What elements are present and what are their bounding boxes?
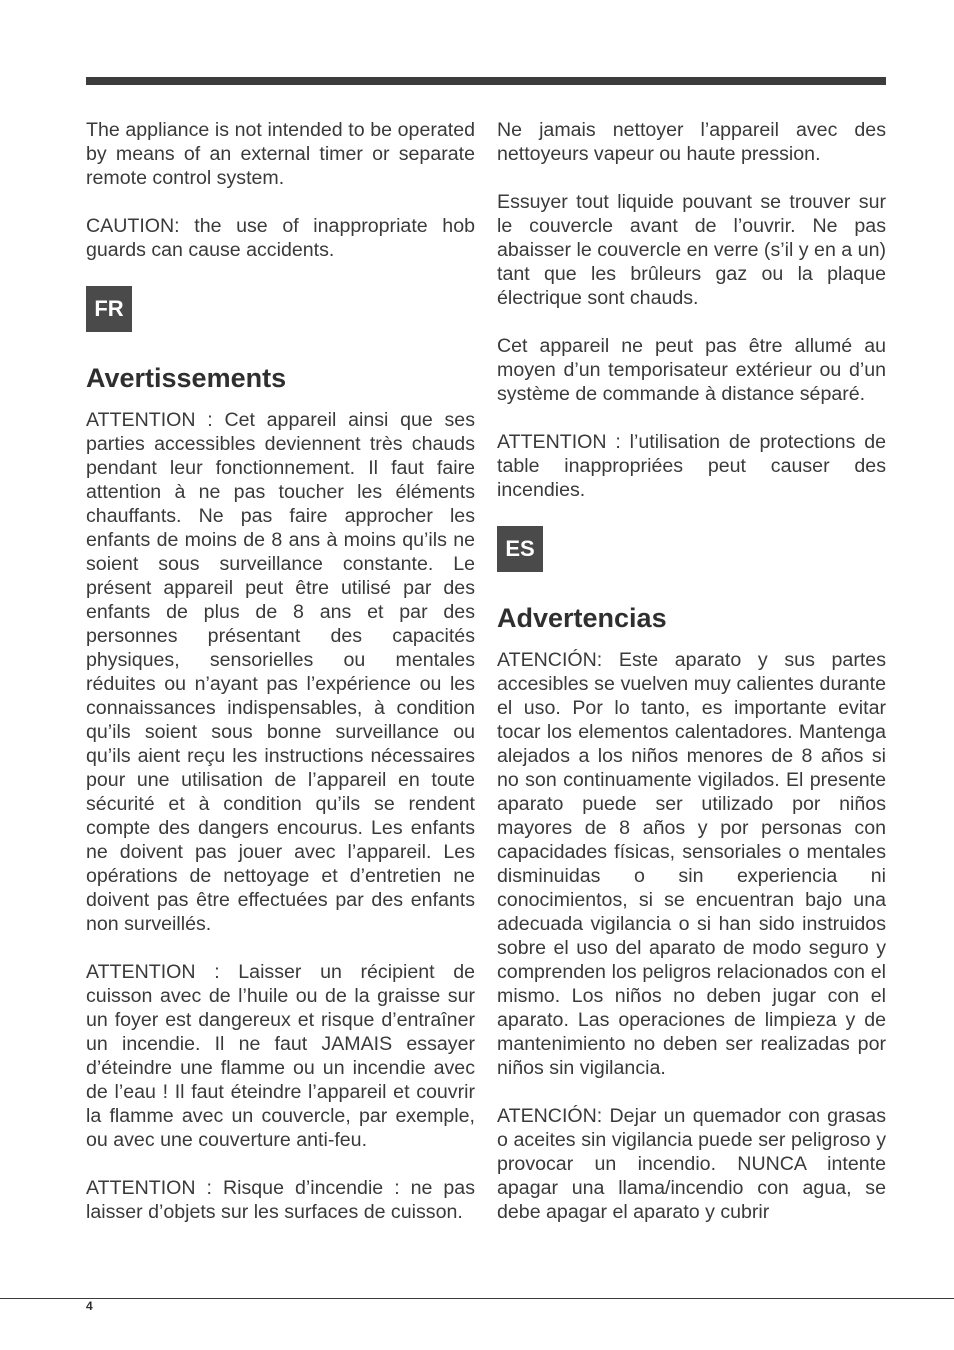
header-rule xyxy=(86,77,886,85)
fr-paragraph-timer: Cet appareil ne peut pas être allumé au moyen d’un temporisateur extérieur ou d’un système de commande à distance séparé. xyxy=(497,335,886,405)
footer-rule xyxy=(0,1298,954,1299)
fr-paragraph-oil-fire: ATTENTION : Laisser un récipient de cuisson avec de l’huile ou de la graisse sur un foyer est dangereux et risque d’entraîner un incendie. Il ne faut JAMAIS essayer d’éteindre une flamme ou un incendie avec de l’eau ! Il faut éteindre l’appareil et couvrir la flamme avec un couvercle, par exemple, ou avec une couverture anti-feu. xyxy=(86,961,475,1151)
intro-paragraph-timer: The appliance is not intended to be operated by means of an external timer or separate remote control system. xyxy=(86,119,475,189)
left-column xyxy=(86,118,475,1248)
fr-paragraph-fire-risk: ATTENTION : Risque d’incendie : ne pas laisser d’objets sur les surfaces de cuisson. xyxy=(86,1177,475,1223)
fr-paragraph-hot-parts: ATTENTION : Cet appareil ainsi que ses parties accessibles deviennent très chauds pendant leur fonctionnement. Il faut faire attention à ne pas toucher les éléments chauffants. Ne pas faire approcher les enfants de moins de 8 ans à moins qu’ils ne soient sous surveillance constante. Le présent appareil peut être utilisé par des enfants de plus de 8 ans et par des personnes présentant des capacités physiques, sensorielles ou mentales réduites ou n’ayant pas l’expérience ou les connaissances indispensables, à condition qu’ils soient sous bonne surveillance ou qu’ils aient reçu les instructions nécessaires pour une utilisation de l’appareil en toute sécurité et à condition qu’ils se rendent compte des dangers encourus. Les enfants ne doivent pas jouer avec l’appareil. Les opérations de nettoyage et d’entretien ne doivent pas être effectuées par des enfants non surveillés. xyxy=(86,409,475,935)
es-paragraph-oil-fire: ATENCIÓN: Dejar un quemador con grasas o aceites sin vigilancia puede ser peligroso y provocar un incendio. NUNCA intente apagar una llama/incendio con agua, se debe apagar el aparato y cubrir xyxy=(497,1105,886,1223)
es-paragraph-hot-parts: ATENCIÓN: Este aparato y sus partes accesibles se vuelven muy calientes durante el uso. Por lo tanto, es importante evitar tocar los elementos calentadores. Mantenga alejados a los niños menores de 8 años si no son continuamente vigilados. El presente aparato puede ser utilizado por niños mayores de 8 años y por personas con capacidades físicas, sensoriales o mentales disminuidas o sin experiencia ni conocimientos, si se encuentran bajo una adecuada vigilancia o si han sido instruidos sobre el uso del aparato de modo seguro y comprenden los peligros relacionados con el mismo. Los niños no deben jugar con el aparato. Las operaciones de limpieza y de mantenimiento no deben ser realizadas por niños sin vigilancia. xyxy=(497,649,886,1079)
fr-language-badge: FR xyxy=(86,286,132,332)
fr-paragraph-lid: Essuyer tout liquide pouvant se trouver sur le couvercle avant de l’ouvrir. Ne pas abaisser le couvercle en verre (s’il y en a un) tant que les brûleurs gaz ou la plaque électrique sont chauds. xyxy=(497,191,886,309)
intro-paragraph-hob-guards: CAUTION: the use of inappropriate hob guards can cause accidents. xyxy=(86,215,475,261)
es-section-title: Advertencias xyxy=(497,603,667,633)
right-column xyxy=(497,118,886,1248)
page-number: 4 xyxy=(86,1299,93,1313)
fr-paragraph-steam-cleaners: Ne jamais nettoyer l’appareil avec des nettoyeurs vapeur ou haute pression. xyxy=(497,119,886,165)
fr-paragraph-table-guards: ATTENTION : l’utilisation de protections de table inappropriées peut causer des incendies. xyxy=(497,431,886,501)
fr-section-title: Avertissements xyxy=(86,363,287,393)
es-language-badge: ES xyxy=(497,526,543,572)
